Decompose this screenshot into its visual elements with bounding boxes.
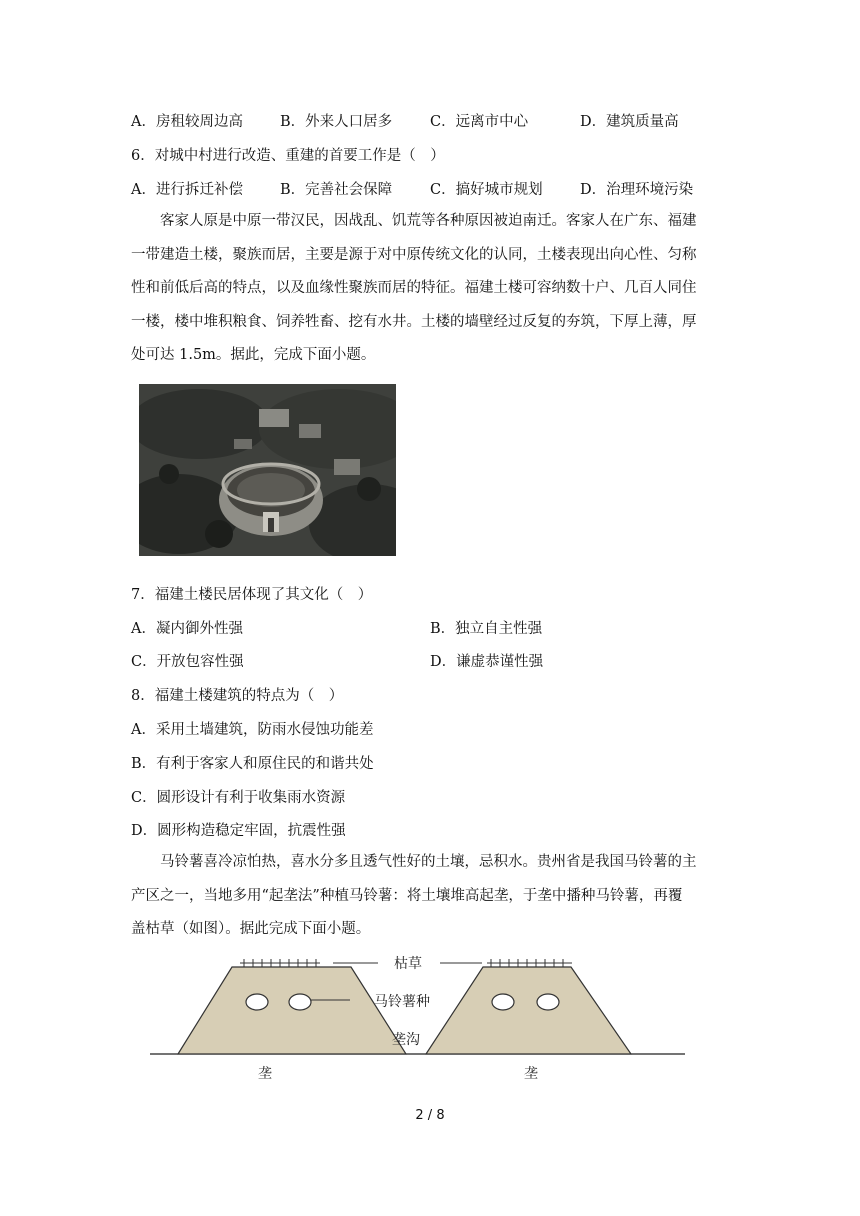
label-ridge-left: 垄: [258, 1066, 272, 1082]
passage-tulou-line: 一带建造土楼，聚族而居，主要是源于对中原传统文化的认同，土楼表现出向心性、匀称: [131, 246, 697, 263]
passage-tulou-line: 处可达 1.5m。据此，完成下面小题。: [131, 347, 376, 363]
q5-option-b: B．外来人口居多: [280, 114, 393, 130]
passage-potato: [131, 846, 721, 947]
q6-stem: 6．对城中村进行改造、重建的首要工作是（ ）: [131, 148, 445, 164]
label-seed: 马铃薯种: [374, 994, 430, 1010]
q8-stem: 8．福建土楼建筑的特点为（ ）: [131, 688, 344, 704]
q5-option-a: A．房租较周边高: [131, 114, 243, 130]
potato-seed-icon: [246, 994, 268, 1010]
ridge-diagram: [150, 950, 690, 1085]
ridge-right-shape: [426, 967, 631, 1054]
tulou-photo-graphic: [139, 384, 396, 556]
q8-option-d: D．圆形构造稳定牢固，抗震性强: [131, 823, 346, 839]
q7-stem: 7．福建土楼民居体现了其文化（ ）: [131, 587, 373, 603]
q7-option-c: C．开放包容性强: [131, 654, 244, 670]
q8-option-b: B．有利于客家人和原住民的和谐共处: [131, 756, 374, 772]
passage-tulou: [131, 205, 721, 373]
label-straw: 枯草: [394, 956, 422, 972]
q8-option-a: A．采用土墙建筑，防雨水侵蚀功能差: [131, 722, 374, 738]
q8-option-c: C．圆形设计有利于收集雨水资源: [131, 790, 346, 806]
straw-right-icon: [487, 959, 572, 967]
straw-left-icon: [240, 959, 320, 967]
q7-option-d: D．谦虚恭谨性强: [430, 654, 544, 670]
q5-option-d: D．建筑质量高: [580, 114, 679, 130]
q6-option-d: D．治理环境污染: [580, 182, 694, 198]
passage-tulou-line: 性和前低后高的特点，以及血缘性聚族而居的特征。福建土楼可容纳数十户、几百人同住: [131, 280, 697, 296]
label-ditch: 垄沟: [392, 1032, 420, 1048]
passage-tulou-line: 一楼，楼中堆积粮食、饲养牲畜、挖有水井。土楼的墙壁经过反复的夯筑，下厚上薄，厚: [131, 313, 697, 330]
passage-potato-line: 产区之一，当地多用“起垄法”种植马铃薯：将土壤堆高起垄，于垄中播种马铃薯，再覆: [131, 887, 683, 904]
q6-option-b: B．完善社会保障: [280, 182, 393, 198]
ridge-left-shape: [178, 967, 406, 1054]
q6-option-a: A．进行拆迁补偿: [131, 182, 243, 198]
tulou-photo: [139, 384, 396, 556]
q7-option-a: A．凝内御外性强: [131, 621, 243, 637]
passage-potato-line: 马铃薯喜冷凉怕热，喜水分多且透气性好的土壤，忌积水。贵州省是我国马铃薯的主: [131, 854, 697, 870]
potato-seed-icon: [289, 994, 311, 1010]
q5-option-c: C．远离市中心: [430, 114, 529, 130]
passage-tulou-line: 客家人原是中原一带汉民，因战乱、饥荒等各种原因被迫南迁。客家人在广东、福建: [131, 213, 697, 229]
q6-option-c: C．搞好城市规划: [430, 182, 543, 198]
label-ridge-right: 垄: [524, 1066, 538, 1082]
potato-seed-icon: [537, 994, 559, 1010]
q7-option-b: B．独立自主性强: [430, 621, 543, 637]
potato-seed-icon: [492, 994, 514, 1010]
passage-potato-line: 盖枯草（如图）。据此完成下面小题。: [131, 921, 371, 937]
page-number: 2 / 8: [415, 1108, 445, 1123]
